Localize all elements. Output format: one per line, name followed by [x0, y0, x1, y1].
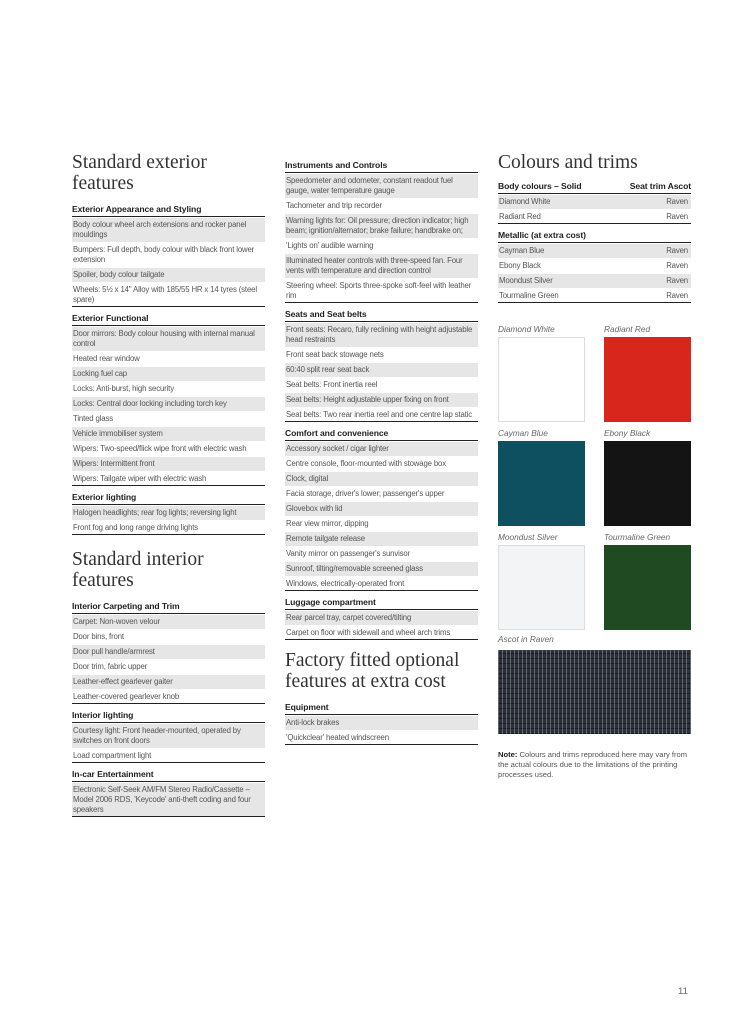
section-heading: Seats and Seat belts	[285, 307, 478, 322]
feature-item: Locks: Central door locking including torch key	[72, 397, 265, 411]
colours-heading: Colours and trims	[498, 152, 638, 173]
trim-value: Raven	[666, 212, 688, 221]
swatch-colour	[604, 337, 691, 422]
colour-row	[498, 289, 691, 303]
colour-name: Cayman Blue	[499, 246, 545, 255]
feature-item: 60:40 split rear seat back	[285, 363, 478, 377]
feature-item: Tinted glass	[73, 414, 113, 423]
solid-header: Body colours – Solid	[498, 181, 582, 191]
swatch-colour	[498, 545, 585, 630]
feature-item: Bumpers: Full depth, body colour with black front lower extension	[73, 245, 255, 264]
feature-item: Remote tailgate release	[285, 532, 478, 546]
trim-value: Raven	[666, 246, 688, 255]
colour-row	[498, 274, 691, 288]
swatch-label: Tourmaline Green	[604, 532, 671, 542]
feature-item: Windows, electrically-operated front	[285, 577, 478, 591]
swatch-colour	[498, 441, 585, 526]
feature-item: Rear view mirror, dipping	[286, 519, 369, 528]
metallic-colour-rows	[498, 244, 691, 303]
feature-item: Leather-covered gearlever knob	[72, 690, 265, 704]
feature-item: Door pull handle/armrest	[72, 645, 265, 659]
middle-sections	[285, 158, 478, 640]
exterior-heading: Standard exterior features	[72, 152, 207, 194]
feature-item: Seat belts: Front inertia reel	[286, 380, 378, 389]
feature-item: Steering wheel: Sports three-spoke soft-feel with leather rim	[285, 279, 478, 303]
feature-item: Accessory socket / cigar lighter	[285, 442, 478, 456]
swatch	[604, 529, 691, 630]
feature-item: Sunroof, tilting/removable screened glass	[285, 562, 478, 576]
feature-item: Carpet: Non-woven velour	[72, 615, 265, 629]
swatch-colour	[604, 441, 691, 526]
section-heading: Luggage compartment	[285, 595, 478, 610]
feature-item: Body colour wheel arch extensions and rocker panel mouldings	[72, 218, 265, 242]
feature-item: Door trim, fabric upper	[73, 662, 148, 671]
colour-row	[498, 195, 691, 209]
fabric-swatch	[498, 650, 691, 734]
section-heading: In-car Entertainment	[72, 767, 265, 782]
colours-table-header	[498, 179, 691, 194]
interior-sections	[72, 599, 265, 817]
note-text: Colours and trims reproduced here may vary from the actual colours due to the limitations of the printing processes used.	[498, 750, 688, 779]
feature-item: Seat belts: Height adjustable upper fixing on front	[285, 393, 478, 407]
optional-sections	[285, 700, 478, 745]
feature-item: Front seats: Recaro, fully reclining with height adjustable head restraints	[285, 323, 478, 347]
exterior-sections	[72, 202, 265, 535]
colour-name: Tourmaline Green	[499, 291, 559, 300]
section-heading: Exterior Functional	[72, 311, 265, 326]
optional-heading: Factory fitted optional features at extra cost	[285, 650, 460, 692]
swatch-label: Diamond White	[498, 324, 555, 334]
trim-value: Raven	[666, 261, 688, 270]
section-heading: Instruments and Controls	[285, 158, 478, 173]
feature-item: Centre console, floor-mounted with stowage box	[286, 459, 446, 468]
colour-name: Ebony Black	[499, 261, 541, 270]
middle-column	[285, 158, 478, 749]
feature-item: Seat belts: Two rear inertia reel and one centre lap static	[285, 408, 478, 422]
section-heading: Exterior lighting	[72, 490, 265, 505]
swatch-label: Radiant Red	[604, 324, 651, 334]
swatch	[498, 321, 585, 422]
feature-item: Spoiler, body colour tailgate	[72, 268, 265, 282]
colour-row	[498, 210, 691, 224]
feature-item: Anti-lock brakes	[285, 716, 478, 730]
colour-note	[498, 750, 698, 780]
feature-item: Speedometer and odometer, constant readout fuel gauge, water temperature gauge	[285, 174, 478, 198]
section-heading: Interior lighting	[72, 708, 265, 723]
swatch-label: Cayman Blue	[498, 428, 548, 438]
colour-row	[498, 244, 691, 258]
swatch-label: Moondust Silver	[498, 532, 558, 542]
feature-item: Front fog and long range driving lights	[72, 521, 265, 535]
feature-item: Door mirrors: Body colour housing with internal manual control	[72, 327, 265, 351]
feature-item: 'Quickclear' heated windscreen	[285, 731, 478, 745]
swatch-label: Ebony Black	[604, 428, 651, 438]
colours-column	[498, 152, 691, 307]
feature-item: Halogen headlights; rear fog lights; reversing light	[72, 506, 265, 520]
colour-name: Diamond White	[499, 197, 551, 206]
swatch	[498, 425, 585, 526]
feature-item: Clock, digital	[285, 472, 478, 486]
fabric-label: Ascot in Raven	[498, 634, 554, 644]
feature-item: Courtesy light: Front header-mounted, operated by switches on front doors	[72, 724, 265, 748]
section-heading: Equipment	[285, 700, 478, 715]
feature-item: Front seat back stowage nets	[286, 350, 384, 359]
note-label: Note:	[498, 750, 518, 759]
colour-row	[498, 259, 691, 273]
feature-item: Heated rear window	[73, 354, 140, 363]
feature-item: Carpet on floor with sidewall and wheel arch trims	[285, 626, 478, 640]
feature-item: Vanity mirror on passenger's sunvisor	[286, 549, 411, 558]
feature-item: Wheels: 5½ x 14" Alloy with 185/55 HR x 14 tyres (steel spare)	[72, 283, 265, 307]
metallic-header: Metallic (at extra cost)	[498, 228, 691, 243]
feature-item: Wipers: Tailgate wiper with electric wash	[72, 472, 265, 486]
feature-item: Illuminated heater controls with three-speed fan. Four vents with temperature and direction control	[285, 254, 478, 278]
feature-item: Door bins, front	[73, 632, 124, 641]
trim-value: Raven	[666, 197, 688, 206]
swatch-colour	[604, 545, 691, 630]
feature-item: Electronic Self-Seek AM/FM Stereo Radio/Cassette – Model 2006 RDS, 'Keycode' anti-theft coding and four speakers	[72, 783, 265, 817]
swatch	[604, 425, 691, 526]
feature-item: Warning lights for: Oil pressure; direction indicator; high beam; ignition/alternator; brake failure; handbrake on;	[285, 214, 478, 238]
feature-item: Rear parcel tray, carpet covered/tilting	[285, 611, 478, 625]
feature-item: 'Lights on' audible warning	[286, 241, 374, 250]
trim-header: Seat trim Ascot	[629, 181, 691, 191]
exterior-interior-column	[72, 152, 265, 821]
colour-name: Moondust Silver	[499, 276, 553, 285]
swatch	[498, 529, 585, 630]
feature-item: Leather-effect gearlever gaiter	[72, 675, 265, 689]
swatch	[604, 321, 691, 422]
section-heading: Exterior Appearance and Styling	[72, 202, 265, 217]
feature-item: Glovebox with lid	[285, 502, 478, 516]
feature-item: Locking fuel cap	[72, 367, 265, 381]
feature-item: Locks: Anti-burst, high security	[73, 384, 174, 393]
trim-value: Raven	[666, 291, 688, 300]
colour-name: Radiant Red	[499, 212, 541, 221]
section-heading: Comfort and convenience	[285, 426, 478, 441]
interior-heading: Standard interior features	[72, 549, 204, 591]
feature-item: Tachometer and trip recorder	[286, 201, 382, 210]
feature-item: Wipers: Two-speed/flick wipe front with electric wash	[73, 444, 247, 453]
page-number: 11	[678, 986, 688, 997]
section-heading: Interior Carpeting and Trim	[72, 599, 265, 614]
feature-item: Vehicle immobiliser system	[72, 427, 265, 441]
feature-item: Load compartment light	[72, 749, 265, 763]
feature-item: Wipers: Intermittent front	[72, 457, 265, 471]
feature-item: Facia storage, driver's lower; passenger's upper	[286, 489, 445, 498]
trim-value: Raven	[666, 276, 688, 285]
solid-colour-rows	[498, 195, 691, 224]
swatch-colour	[498, 337, 585, 422]
